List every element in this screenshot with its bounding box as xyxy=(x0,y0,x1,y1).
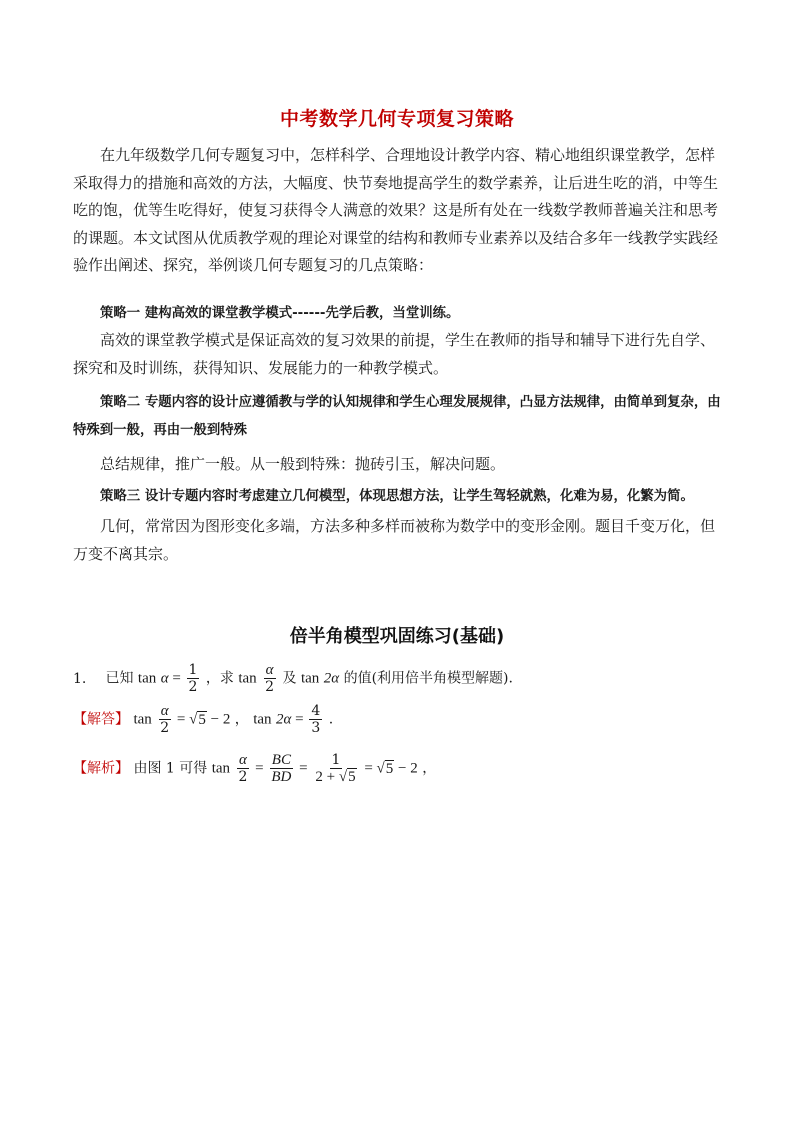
strategy3-title: 策略三 设计专题内容时考虑建立几何模型，体现思想方法，让学生驾轻就熟，化难为易，化繁为简。 xyxy=(100,489,694,504)
fraction: $\frac{\alpha}{2}$ xyxy=(160,703,170,736)
question-prefix: 已知 xyxy=(105,670,134,687)
analysis-line: 【解析】 由图 1 可得 tan $\frac{\alpha}{2}$ = $\frac{BC}{BD}$ = $\frac{1}{2 + √5}$ = √5 − 2 ， xyxy=(73,752,437,785)
intro-paragraph: 在九年级数学几何专题复习中，怎样科学、合理地设计教学内容、精心地组织课堂教学，怎样采取得力的措施和高效的方法，大幅度、快节奏地提高学生的数学素养，让后进生吃的消，中等生吃的饱，优等生吃得好，使复习获得令人满意的效果？这是所有处在一线数学教师普遍关注和思考的课题。本文试图从优质教学观的理论对课堂的结构和教师专业素养以及结合多年一线教学实践经验作出阐述、探究，举例谈几何专题复习的几点策略： xyxy=(73,146,719,274)
question-number: 1. xyxy=(73,670,87,687)
question-1: 1. 已知 tan α = $\frac{1}{2}$ ，求 tan $\frac{\alpha}{2}$ 及 tan 2α 的值(利用倍半角模型解题). xyxy=(73,662,513,695)
answer-label: 【解答】 xyxy=(73,711,129,728)
exercise-heading: 倍半角模型巩固练习(基础) xyxy=(289,626,505,647)
analysis-label: 【解析】 xyxy=(73,760,129,777)
fraction: $\frac{\alpha}{2}$ xyxy=(265,662,275,695)
fraction: $\frac{1}{2 + √5}$ xyxy=(315,752,356,785)
strategy3-body: 几何，常常因为图形变化多端，方法多种多样而被称为数学中的变形金刚。题目千变万化，但万变不离其宗。 xyxy=(73,517,716,563)
answer-line: 【解答】 tan $\frac{\alpha}{2}$ = √5 − 2 ， tan 2α = $\frac{4}{3}$ . xyxy=(73,703,334,736)
fraction: $\frac{4}{3}$ xyxy=(311,703,321,736)
strategy1-title: 策略一 建构高效的课堂教学模式------先学后教，当堂训练。 xyxy=(100,306,460,321)
strategy2-body: 总结规律，推广一般。从一般到特殊：抛砖引玉，解决问题。 xyxy=(100,455,506,473)
strategy1-body: 高效的课堂教学模式是保证高效的复习效果的前提，学生在教师的指导和辅导下进行先自学、探究和及时训练，获得知识、发展能力的一种教学模式。 xyxy=(73,331,716,377)
fraction: $\frac{BC}{BD}$ xyxy=(271,752,292,785)
page-title: 中考数学几何专项复习策略 xyxy=(279,108,514,130)
fraction: $\frac{1}{2}$ xyxy=(188,662,198,695)
fraction: $\frac{\alpha}{2}$ xyxy=(238,752,248,785)
strategy2-title: 策略二 专题内容的设计应遵循教与学的认知规律和学生心理发展规律，凸显方法规律，由简单到复杂，由特殊到一般，再由一般到特殊 xyxy=(73,395,721,438)
